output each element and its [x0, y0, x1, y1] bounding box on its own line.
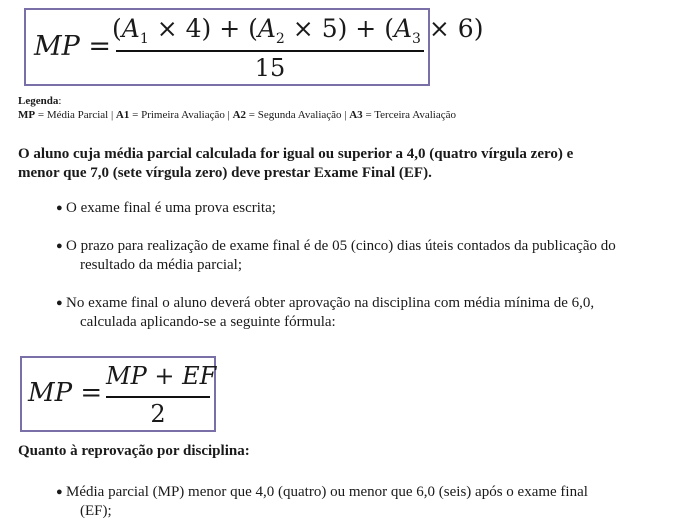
- formula-box-1: [24, 8, 484, 86]
- paragraph-line-1: O aluno cuja média parcial calculada for igual ou superior a 4,0 (quatro vírgula zero) e: [18, 146, 574, 162]
- bullet-item-3: ● No exame final o aluno deverá obter aprovação na disciplina com média mínima de 6,0, calculada aplicando-se a seguinte fórmula:: [56, 295, 595, 330]
- term-2-mult: 5: [321, 14, 338, 43]
- formula-box-2: [20, 356, 216, 432]
- term-2-sub: 2: [275, 31, 285, 47]
- formula-2-numerator: MP + EF: [106, 362, 217, 390]
- formula-2-fraction-bar: [106, 396, 210, 398]
- formula-1-lhs: MP =: [34, 31, 112, 62]
- term-3-mult: 6: [457, 14, 474, 43]
- bullet-item-1: ● O exame final é uma prova escrita;: [56, 200, 276, 216]
- term-3-sub: 3: [412, 31, 421, 47]
- legend-a1-abbr: A1: [115, 109, 130, 121]
- formula-2-lhs: MP =: [28, 378, 103, 408]
- term-1-sub: 1: [139, 31, 149, 47]
- formula-1-fraction-bar: [116, 50, 424, 52]
- bullet-item-4: ● Média parcial (MP) menor que 4,0 (quatro) ou menor que 6,0 (seis) após o exame final (EF);: [56, 484, 588, 519]
- bullet-item-2: ● O prazo para realização de exame final é de 05 (cinco) dias úteis contados da publicação do resultado da média parcial;: [56, 238, 616, 273]
- reprovacao-heading: Quanto à reprovação por disciplina:: [18, 443, 250, 459]
- legend-mp-desc: = Média Parcial |: [37, 109, 114, 121]
- bullet-icon: ●: [56, 486, 63, 498]
- legend-a1-desc: = Primeira Avaliação |: [132, 109, 230, 121]
- formula-1-denominator: 15: [254, 54, 286, 82]
- legend-a3-abbr: A3: [349, 109, 363, 121]
- bullet-icon: ●: [56, 240, 63, 252]
- legend-mp-abbr: MP: [18, 109, 36, 121]
- term-1-base: A: [121, 14, 140, 43]
- term-3-base: A: [393, 14, 413, 43]
- legend-a2-abbr: A2: [232, 109, 247, 121]
- legend-a3-desc: = Terceira Avaliação: [365, 109, 456, 121]
- paragraph-line-2: menor que 7,0 (sete vírgula zero) deve prestar Exame Final (EF).: [18, 165, 432, 181]
- formula-1-numerator: $(A_1 \times 4) + (A_2 \times 5) + (A_3 \times 6)$: [112, 14, 484, 47]
- legend-a2-desc: = Segunda Avaliação |: [248, 109, 347, 121]
- exam-paragraph: [18, 145, 668, 183]
- term-2-base: A: [257, 14, 276, 43]
- legend-title: Legenda:: [18, 95, 62, 107]
- legend-line: [18, 109, 456, 121]
- formula-2-denominator: 2: [150, 400, 166, 428]
- term-1-mult: 4: [185, 14, 202, 43]
- bullet-icon: ●: [56, 297, 63, 309]
- bullet-icon: ●: [56, 202, 63, 214]
